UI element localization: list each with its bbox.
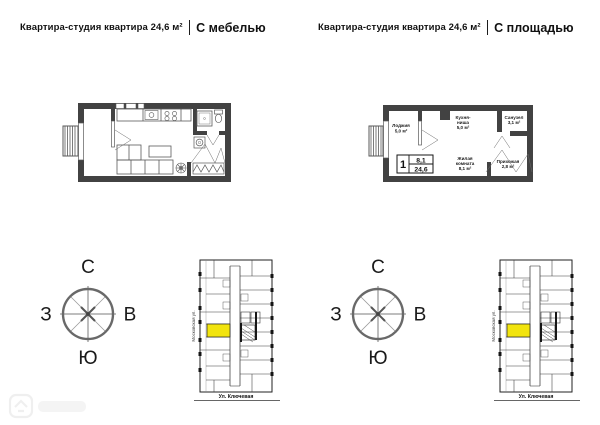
siteplan-left [186, 252, 286, 404]
shower-icon [197, 111, 212, 126]
compass-left [36, 252, 140, 368]
floorplan-areas [368, 86, 543, 196]
title-separator [189, 20, 191, 35]
left-title-variant: С мебелью [196, 20, 266, 35]
street-label-vertical: Московская ул. [191, 310, 196, 342]
right-panel-title [318, 20, 574, 35]
bathroom-area: 3,1 м² [507, 120, 521, 125]
badge-living: 8,1 [416, 157, 426, 165]
watermark [6, 392, 96, 422]
loggia-label: Лоджия [392, 123, 410, 128]
door-arcs [115, 130, 225, 163]
hall-area: 2,8 м² [501, 164, 515, 169]
badge-rooms: 1 [399, 159, 407, 171]
kitchen-label-2: ниша [457, 120, 469, 125]
living-label-2: комната [455, 161, 475, 166]
street-label-vertical: Московская ул. [491, 310, 496, 342]
loggia-area: 5,0 м² [394, 128, 408, 134]
siteplan-right [486, 252, 586, 404]
floorplan-furnished [55, 86, 245, 198]
street-label-bottom: Ул. Ключевая [518, 394, 554, 400]
left-panel-title [20, 20, 266, 35]
unit-badge [397, 155, 433, 174]
compass-right [326, 252, 430, 368]
coffee-table-icon [149, 146, 171, 157]
balcony-hatch-icon [63, 126, 78, 156]
street-label-bottom: Ул. Ключевая [218, 394, 254, 400]
kitchen-counter-icon [117, 109, 191, 121]
hall-label: Прихожая [496, 159, 520, 164]
kitchen-area: 5,0 м² [456, 125, 470, 130]
watermark-text-blob [38, 401, 86, 412]
kitchen-label-1: Кухня- [455, 115, 471, 120]
balcony-hatch-icon [369, 126, 383, 156]
window-left [384, 121, 389, 158]
wardrobe-icon [193, 163, 224, 174]
window-loggia [419, 121, 422, 145]
window-left [79, 123, 84, 160]
toilet-icon [215, 110, 223, 123]
shelf-icon [116, 104, 144, 109]
door-arcs [422, 130, 532, 172]
plant-icon [176, 163, 186, 173]
living-area: 8,1 м² [458, 166, 472, 171]
title-separator [487, 20, 489, 35]
left-title-main: Квартира-студия квартира 24,6 м² [20, 22, 183, 33]
house-logo-icon [10, 395, 32, 417]
badge-total: 24,6 [414, 166, 428, 174]
right-title-main: Квартира-студия квартира 24,6 м² [318, 22, 481, 33]
bathroom-label: Санузел [504, 115, 524, 120]
sofa-icon [117, 145, 173, 174]
right-title-variant: С площадью [494, 20, 574, 35]
living-label-1: Жилая [457, 156, 473, 161]
window-loggia [112, 121, 115, 147]
